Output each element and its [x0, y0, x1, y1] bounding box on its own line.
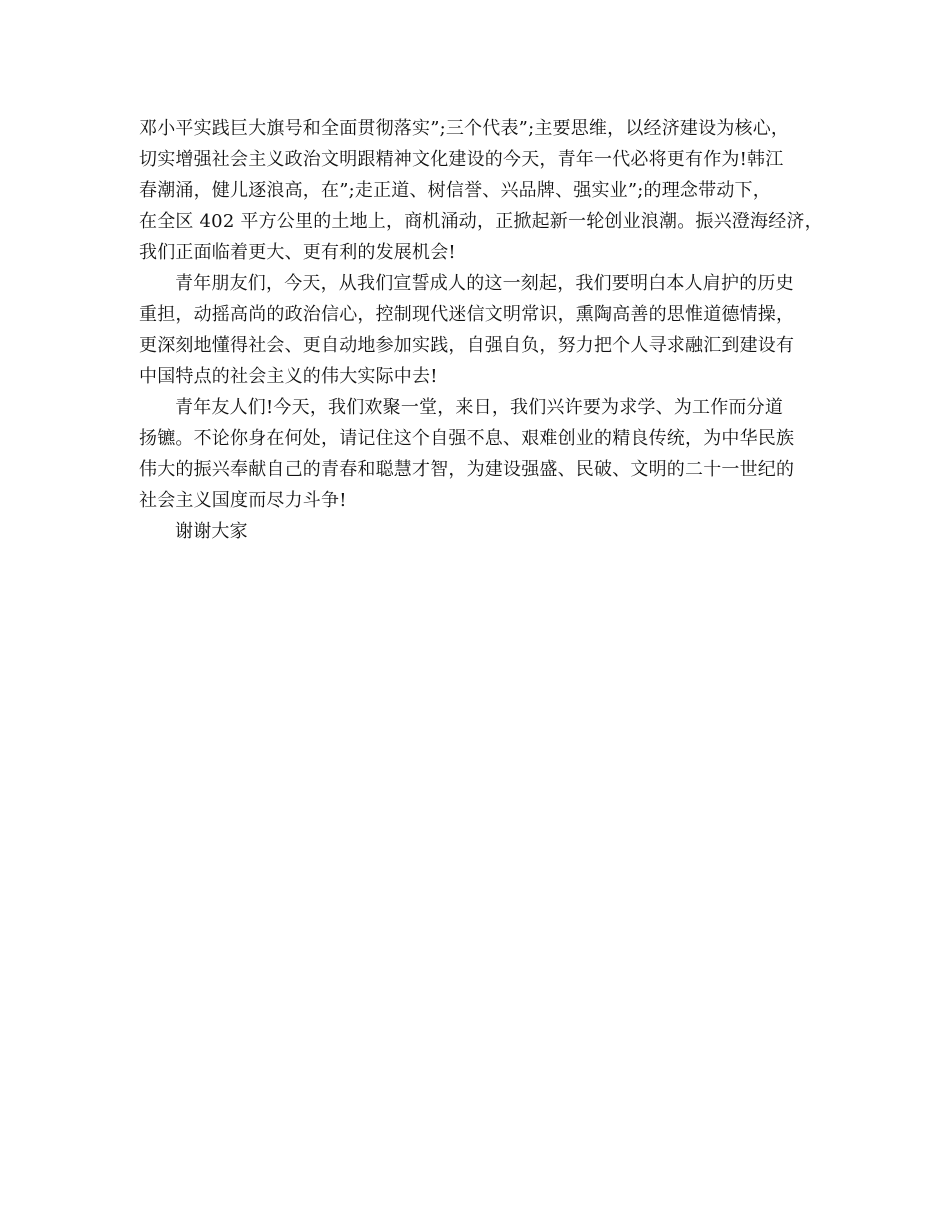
document-body — [139, 113, 829, 547]
paragraph-line: 春潮涌，健儿逐浪高，在”;走正道、树信誉、兴品牌、强实业”;的理念带动下， — [139, 180, 771, 201]
paragraph-line: 伟大的振兴奉献自己的青春和聪慧才智，为建设强盛、民破、文明的二十一世纪的 — [139, 459, 795, 480]
paragraph-line: 青年朋友们，今天，从我们宣誓成人的这一刻起，我们要明白本人肩护的历史 — [175, 273, 794, 294]
paragraph-line: 中国特点的社会主义的伟大实际中去! — [139, 366, 438, 387]
paragraph-line: 社会主义国度而尽力斗争! — [139, 490, 347, 511]
paragraph-1 — [139, 113, 829, 268]
closing-line: 谢谢大家 — [175, 521, 248, 542]
paragraph-3 — [139, 392, 829, 516]
paragraph-line: 邓小平实践巨大旗号和全面贯彻落实”;三个代表”;主要思维，以经济建设为核心， — [139, 118, 790, 139]
paragraph-line: 更深刻地懂得社会、更自动地参加实践，自强自负，努力把个人寻求融汇到建设有 — [139, 335, 795, 356]
paragraph-line: 扬镳。不论你身在何处，请记住这个自强不息、艰难创业的精良传统，为中华民族 — [139, 428, 795, 449]
paragraph-line: 重担，动摇高尚的政治信心，控制现代迷信文明常识，熏陶高善的思惟道德情操， — [139, 304, 795, 325]
paragraph-line: 切实增强社会主义政治文明跟精神文化建设的今天，青年一代必将更有作为!韩江 — [139, 149, 784, 170]
paragraph-2 — [139, 268, 829, 392]
paragraph-line: 在全区 402 平方公里的土地上，商机涌动，正掀起新一轮创业浪潮。振兴澄海经济， — [139, 211, 823, 232]
paragraph-line: 我们正面临着更大、更有利的发展机会! — [139, 242, 456, 263]
paragraph-4 — [139, 516, 829, 547]
paragraph-line: 青年友人们!今天，我们欢聚一堂，来日，我们兴许要为求学、为工作而分道 — [175, 397, 784, 418]
